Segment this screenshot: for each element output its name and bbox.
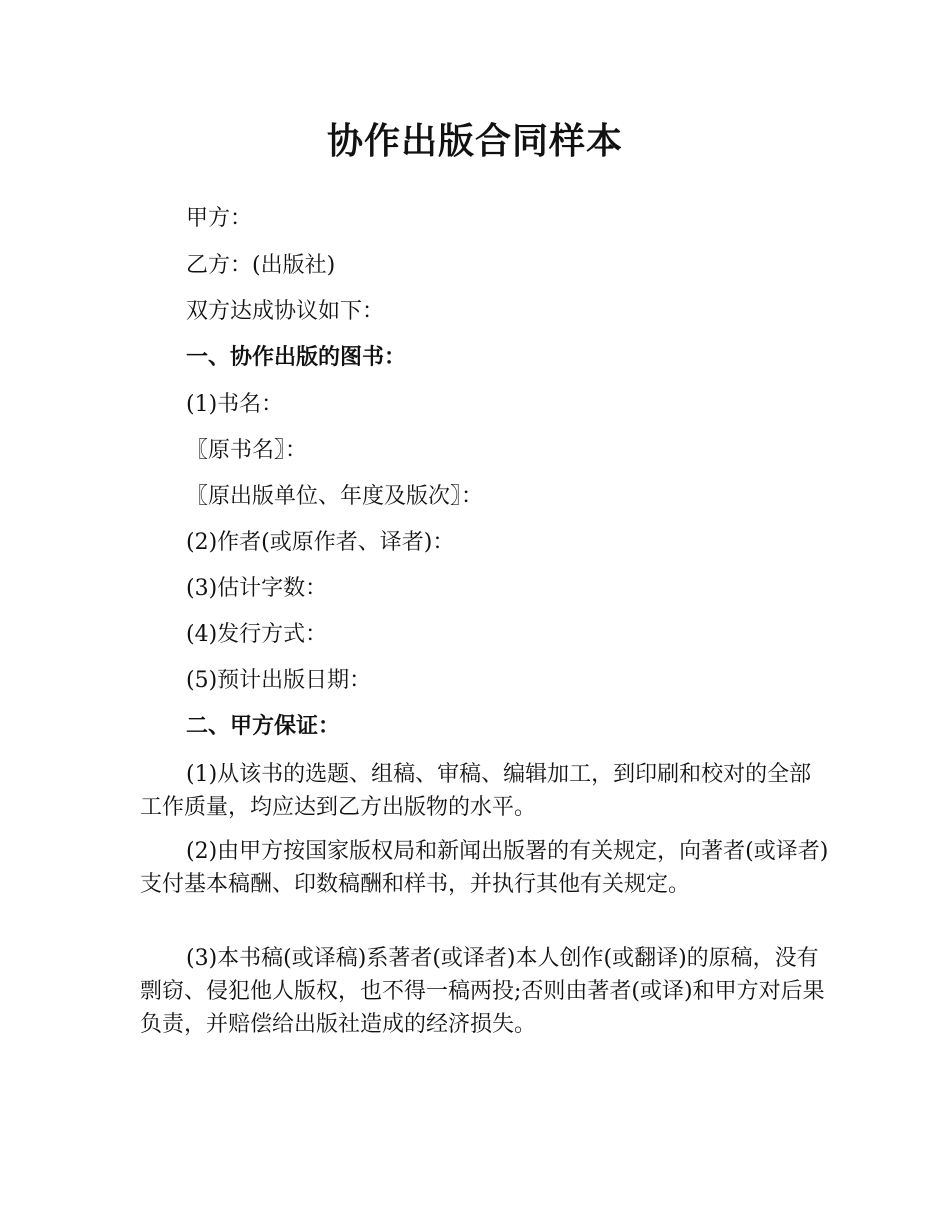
section-1-heading: 一、协作出版的图书： (186, 345, 407, 370)
distribution-item: (4)发行方式： (186, 622, 328, 647)
publish-date-item: (5)预计出版日期： (186, 668, 372, 693)
guarantee-paragraph-2: (2)由甲方按国家版权局和新闻出版署的有关规定，向著者(或译者)支付基本稿酬、印数稿酬和样书，并执行其他有关规定。 (140, 839, 829, 897)
document-title: 协作出版合同样本 (326, 121, 623, 162)
book-title-item: (1)书名： (186, 392, 284, 417)
original-publisher-item: 〖原出版单位、年度及版次〗： (186, 484, 484, 509)
original-title-item: 〖原书名〗： (186, 438, 308, 463)
section-2-heading: 二、甲方保证： (186, 714, 341, 739)
agreement-intro: 双方达成协议如下： (186, 299, 385, 324)
author-item: (2)作者(或原作者、译者)： (186, 530, 455, 555)
guarantee-paragraph-3: (3)本书稿(或译稿)系著者(或译者)本人创作(或翻译)的原稿，没有剽窃、侵犯他人版权，也不得一稿两投;否则由著者(或译)和甲方对后果负责，并赔偿给出版社造成的经济损失。 (140, 946, 825, 1037)
guarantee-paragraph-1: (1)从该书的选题、组稿、审稿、编辑加工，到印刷和校对的全部工作质量，均应达到乙方出版物的水平。 (140, 762, 812, 820)
party-b-line: 乙方：(出版社) (186, 253, 336, 278)
word-count-item: (3)估计字数： (186, 576, 328, 601)
party-a-line: 甲方： (186, 206, 253, 231)
